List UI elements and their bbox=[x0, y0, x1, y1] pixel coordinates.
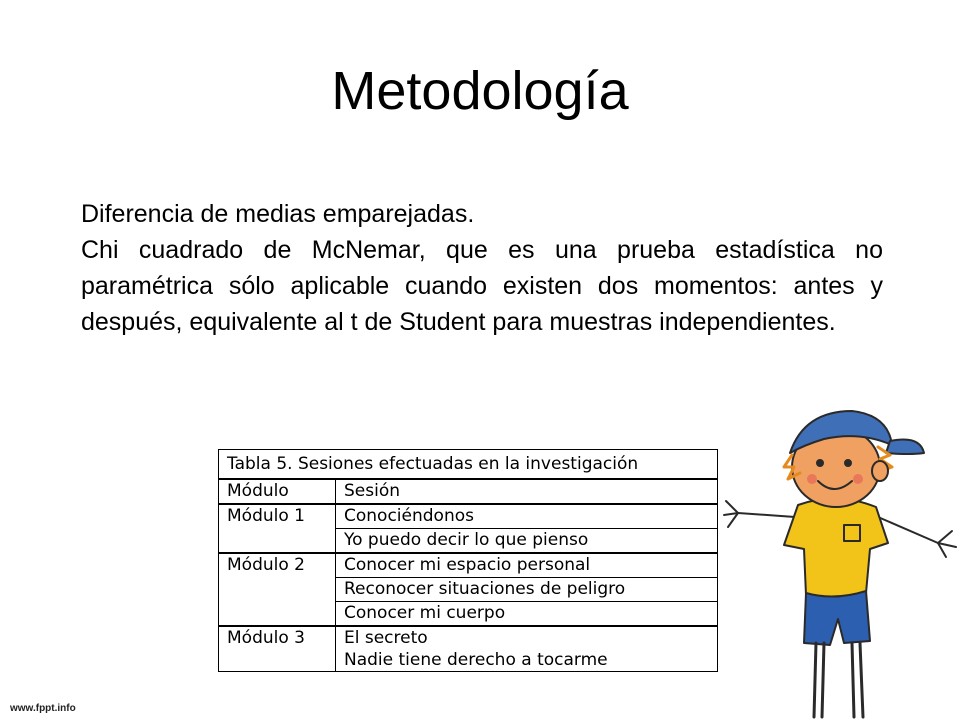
body-text bbox=[81, 196, 883, 340]
blue-shorts bbox=[804, 591, 870, 645]
left-hand bbox=[726, 501, 738, 513]
shirt-pocket bbox=[844, 525, 860, 541]
right-hand-finger bbox=[938, 531, 952, 543]
yellow-shirt bbox=[784, 498, 888, 597]
table-row bbox=[219, 553, 718, 578]
session-line: El secreto bbox=[344, 628, 428, 648]
module-cell: Módulo 2 bbox=[219, 553, 336, 626]
module-cell: Módulo 1 bbox=[219, 504, 336, 553]
right-cheek bbox=[853, 474, 863, 484]
left-cheek bbox=[807, 474, 817, 484]
table-row bbox=[219, 504, 718, 529]
module-cell: Módulo 3 bbox=[219, 626, 336, 672]
cap-visor bbox=[886, 440, 924, 455]
session-cell: Yo puedo decir lo que pienso bbox=[336, 529, 718, 554]
right-leg bbox=[852, 643, 854, 717]
cartoon-boy-drawing bbox=[724, 411, 956, 717]
paragraph-mcnemar: Chi cuadrado de McNemar, que es una prueba estadística no paramétrica sólo aplicable cuando existen dos momentos: antes y después, equivalente al t de Student para muestras independientes. bbox=[81, 236, 883, 336]
session-cell: Conociéndonos bbox=[336, 504, 718, 529]
sessions-table-container bbox=[218, 449, 718, 672]
right-eye bbox=[845, 460, 851, 466]
ear bbox=[872, 461, 888, 481]
table-caption: Tabla 5. Sesiones efectuadas en la investigación bbox=[219, 450, 718, 480]
left-eye bbox=[817, 460, 823, 466]
footer-url: www.fppt.info bbox=[10, 703, 76, 714]
session-line: Nadie tiene derecho a tocarme bbox=[344, 650, 608, 670]
left-leg-outline bbox=[822, 643, 824, 717]
cartoon-boy-illustration bbox=[720, 405, 960, 720]
session-cell: Conocer mi cuerpo bbox=[336, 602, 718, 627]
right-leg-outline bbox=[860, 643, 863, 717]
sessions-table bbox=[218, 449, 718, 672]
session-cell-multi bbox=[336, 626, 718, 672]
left-arm bbox=[738, 513, 795, 517]
session-cell: Conocer mi espacio personal bbox=[336, 553, 718, 578]
header-session: Sesión bbox=[336, 479, 718, 504]
slide-title: Metodología bbox=[331, 61, 629, 121]
session-cell: Reconocer situaciones de peligro bbox=[336, 578, 718, 602]
paragraph-paired-means: Diferencia de medias emparejadas. bbox=[81, 200, 475, 228]
table-row bbox=[219, 626, 718, 672]
left-leg bbox=[814, 643, 816, 717]
header-module: Módulo bbox=[219, 479, 336, 504]
